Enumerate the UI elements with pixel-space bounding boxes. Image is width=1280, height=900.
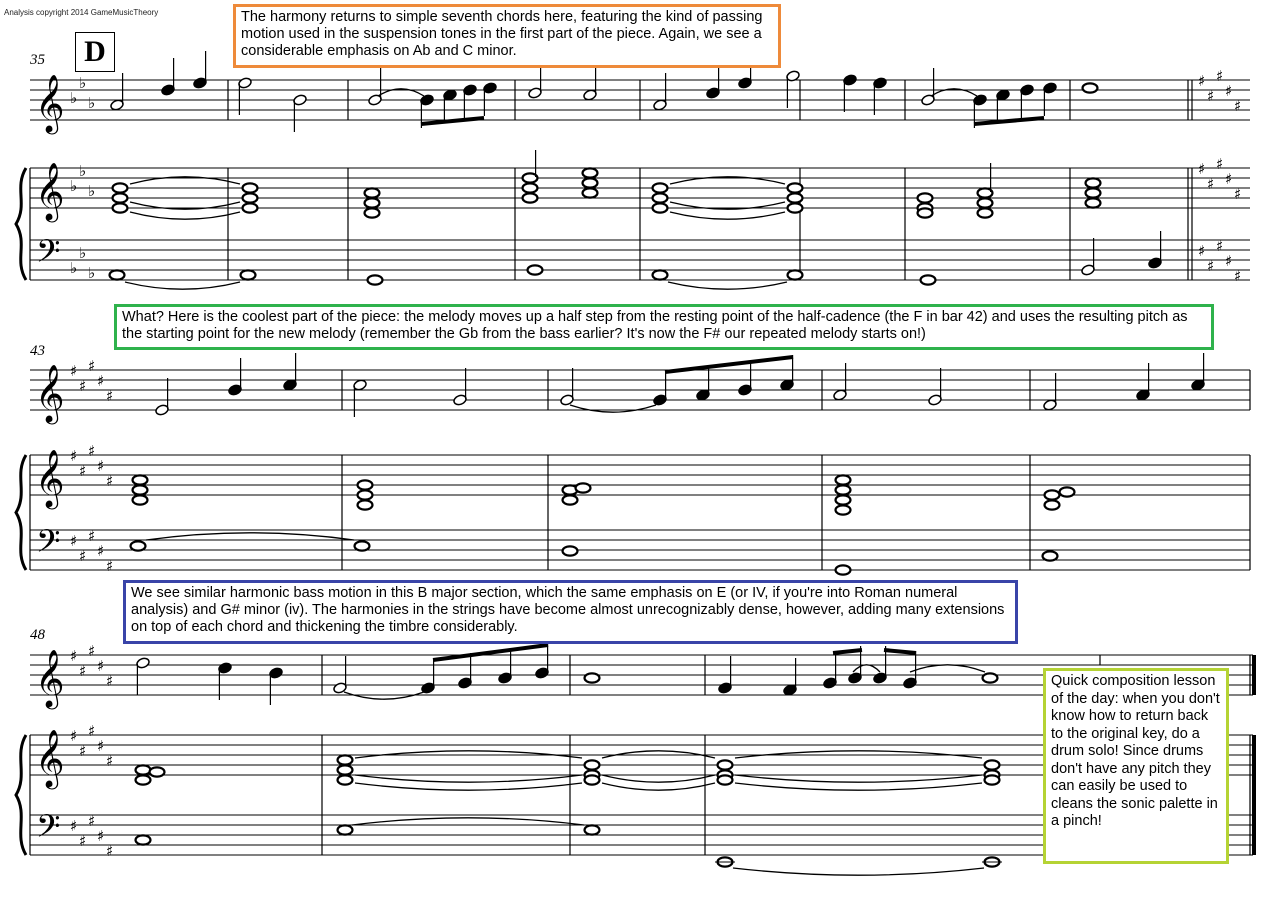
whole-note	[585, 825, 600, 834]
tie	[355, 751, 582, 758]
treble-clef: 𝄞	[35, 449, 65, 507]
key-signature-flat: ♭	[88, 264, 96, 282]
key-signature-flat: ♭	[88, 182, 96, 200]
tie	[344, 692, 424, 699]
whole-note	[523, 183, 538, 192]
key-signature-sharp: ♯	[1198, 72, 1206, 90]
key-signature-sharp: ♯	[79, 662, 87, 680]
whole-note	[563, 546, 578, 555]
whole-note	[921, 275, 936, 284]
whole-note	[788, 183, 803, 192]
tie	[733, 868, 984, 875]
key-signature-sharp: ♯	[88, 442, 96, 460]
whole-note	[718, 775, 733, 784]
whole-note	[718, 760, 733, 769]
key-signature-sharp: ♯	[79, 462, 87, 480]
key-signature-sharp: ♯	[106, 842, 114, 860]
whole-note	[836, 485, 851, 494]
key-signature-sharp: ♯	[106, 387, 114, 405]
treble-clef: 𝄞	[35, 364, 65, 422]
whole-note	[583, 178, 598, 187]
key-signature-sharp: ♯	[70, 817, 78, 835]
key-signature-flat: ♭	[70, 259, 78, 277]
key-signature-sharp: ♯	[1207, 257, 1215, 275]
whole-note	[788, 270, 803, 279]
whole-note	[150, 767, 165, 776]
bass-clef: 𝄢	[36, 523, 61, 567]
tie	[853, 665, 880, 672]
whole-note	[365, 208, 380, 217]
whole-note	[788, 193, 803, 202]
tie	[352, 818, 584, 825]
whole-note	[523, 193, 538, 202]
bass-clef: 𝄢	[36, 233, 61, 277]
whole-note	[653, 270, 668, 279]
treble-clef: 𝄞	[35, 162, 65, 220]
whole-note	[836, 505, 851, 514]
whole-note	[338, 775, 353, 784]
key-signature-flat: ♭	[79, 74, 87, 92]
piano-brace	[16, 735, 26, 855]
annotation-blue: We see similar harmonic bass motion in this B major section, which the same emphasis on E (or IV, if you're into Roman numeral analysis) and G# minor (iv). The harmonies in the strings have become almost unrecognizably dense, however, adding many extensions on top of each chord and thickening the timbre considerably.	[123, 580, 1018, 644]
tie	[602, 751, 715, 758]
measure-number-43: 43	[30, 343, 45, 359]
whole-note	[358, 500, 373, 509]
whole-note	[1086, 178, 1101, 187]
key-signature-sharp: ♯	[1216, 155, 1224, 173]
whole-note	[983, 673, 998, 682]
whole-note	[1086, 188, 1101, 197]
tie	[670, 212, 785, 219]
whole-note	[653, 193, 668, 202]
key-signature-sharp: ♯	[1225, 82, 1233, 100]
beam	[974, 118, 1044, 124]
tie	[570, 405, 656, 412]
copyright-text: Analysis copyright 2014 GameMusicTheory	[4, 8, 159, 17]
piano-brace	[16, 455, 26, 570]
key-signature-sharp: ♯	[97, 457, 105, 475]
treble-clef: 𝄞	[35, 649, 65, 707]
whole-note	[653, 183, 668, 192]
whole-note	[136, 775, 151, 784]
tie	[602, 775, 715, 782]
key-signature-flat: ♭	[70, 89, 78, 107]
key-signature-flat: ♭	[70, 177, 78, 195]
key-signature-sharp: ♯	[1225, 252, 1233, 270]
whole-note	[1086, 198, 1101, 207]
whole-note	[978, 208, 993, 217]
measure-number-48: 48	[30, 627, 45, 643]
key-signature-sharp: ♯	[88, 527, 96, 545]
whole-note	[241, 270, 256, 279]
tie	[355, 775, 582, 782]
key-signature-sharp: ♯	[1234, 267, 1242, 285]
key-signature-sharp: ♯	[88, 642, 96, 660]
beam	[833, 650, 862, 653]
whole-note	[243, 183, 258, 192]
whole-note	[338, 825, 353, 834]
tie	[910, 665, 985, 672]
key-signature-sharp: ♯	[97, 737, 105, 755]
treble-clef: 𝄞	[35, 729, 65, 787]
whole-note	[110, 270, 125, 279]
beam	[421, 118, 484, 124]
key-signature-sharp: ♯	[1198, 242, 1206, 260]
whole-note	[583, 168, 598, 177]
key-signature-sharp: ♯	[79, 547, 87, 565]
whole-note	[585, 673, 600, 682]
tie	[735, 775, 982, 782]
treble-clef: 𝄞	[35, 74, 65, 132]
key-signature-flat: ♭	[88, 94, 96, 112]
key-signature-sharp: ♯	[97, 372, 105, 390]
key-signature-sharp: ♯	[106, 672, 114, 690]
key-signature-sharp: ♯	[79, 742, 87, 760]
whole-note	[136, 835, 151, 844]
tie	[735, 751, 982, 758]
whole-note	[836, 475, 851, 484]
tie	[602, 783, 715, 790]
whole-note	[113, 193, 128, 202]
whole-note	[355, 541, 370, 550]
whole-note	[585, 775, 600, 784]
whole-note	[585, 760, 600, 769]
whole-note	[918, 193, 933, 202]
key-signature-sharp: ♯	[1234, 97, 1242, 115]
annotation-orange: The harmony returns to simple seventh chords here, featuring the kind of passing motion used in the suspension tones in the first part of the piece. Again, we see a considerable emphasis on Ab and C minor.	[233, 4, 781, 68]
whole-note	[1045, 500, 1060, 509]
key-signature-sharp: ♯	[88, 357, 96, 375]
tie	[668, 282, 787, 289]
key-signature-sharp: ♯	[1207, 87, 1215, 105]
whole-note	[563, 495, 578, 504]
whole-note	[836, 495, 851, 504]
key-signature-sharp: ♯	[106, 752, 114, 770]
whole-note	[1083, 83, 1098, 92]
whole-note	[358, 480, 373, 489]
whole-note	[136, 765, 151, 774]
tie	[146, 533, 354, 540]
whole-note	[133, 495, 148, 504]
whole-note	[576, 483, 591, 492]
key-signature-sharp: ♯	[88, 812, 96, 830]
whole-note	[338, 765, 353, 774]
key-signature-sharp: ♯	[70, 447, 78, 465]
annotation-lime: Quick composition lesson of the day: when you don't know how to return back to the original key, do a drum solo! Since drums don't have any pitch they can easily be used to cleans the sonic palette in a pinch!	[1043, 668, 1229, 864]
whole-note	[243, 193, 258, 202]
whole-note	[113, 203, 128, 212]
key-signature-sharp: ♯	[97, 827, 105, 845]
measure-number-35: 35	[30, 52, 45, 68]
tie	[130, 212, 240, 219]
whole-note	[365, 198, 380, 207]
key-signature-sharp: ♯	[106, 557, 114, 575]
whole-note	[788, 203, 803, 212]
key-signature-sharp: ♯	[70, 647, 78, 665]
key-signature-sharp: ♯	[79, 377, 87, 395]
whole-note	[365, 188, 380, 197]
whole-note	[836, 565, 851, 574]
whole-note	[113, 183, 128, 192]
whole-note	[1043, 551, 1058, 560]
whole-note	[583, 188, 598, 197]
tie	[355, 783, 582, 790]
key-signature-sharp: ♯	[70, 727, 78, 745]
whole-note	[358, 490, 373, 499]
beam	[884, 650, 916, 653]
whole-note	[243, 203, 258, 212]
whole-note	[1045, 490, 1060, 499]
key-signature-sharp: ♯	[79, 832, 87, 850]
whole-note	[368, 275, 383, 284]
beam	[433, 645, 548, 660]
key-signature-sharp: ♯	[97, 657, 105, 675]
key-signature-sharp: ♯	[1225, 170, 1233, 188]
annotation-green: What? Here is the coolest part of the piece: the melody moves up a half step from the resting point of the half-cadence (the F in bar 42) and uses the resulting pitch as the starting point for the new melody (remember the Gb from the bass earlier? It's now the F# our repeated melody starts on!)	[114, 304, 1214, 350]
whole-note	[131, 541, 146, 550]
key-signature-sharp: ♯	[70, 362, 78, 380]
piano-brace	[16, 168, 26, 280]
key-signature-sharp: ♯	[1234, 185, 1242, 203]
whole-note	[133, 485, 148, 494]
whole-note	[918, 208, 933, 217]
whole-note	[985, 760, 1000, 769]
key-signature-sharp: ♯	[106, 472, 114, 490]
key-signature-sharp: ♯	[1198, 160, 1206, 178]
whole-note	[653, 203, 668, 212]
key-signature-sharp: ♯	[70, 532, 78, 550]
key-signature-sharp: ♯	[1216, 237, 1224, 255]
whole-note	[985, 775, 1000, 784]
whole-note	[528, 265, 543, 274]
tie	[125, 282, 240, 289]
whole-note	[1060, 487, 1075, 496]
key-signature-sharp: ♯	[88, 722, 96, 740]
bass-clef: 𝄢	[36, 808, 61, 852]
key-signature-sharp: ♯	[1216, 67, 1224, 85]
key-signature-flat: ♭	[79, 162, 87, 180]
rehearsal-mark: D	[75, 32, 115, 72]
key-signature-sharp: ♯	[97, 542, 105, 560]
whole-note	[338, 755, 353, 764]
key-signature-sharp: ♯	[1207, 175, 1215, 193]
whole-note	[978, 198, 993, 207]
tie	[735, 783, 982, 790]
whole-note	[133, 475, 148, 484]
key-signature-flat: ♭	[79, 244, 87, 262]
